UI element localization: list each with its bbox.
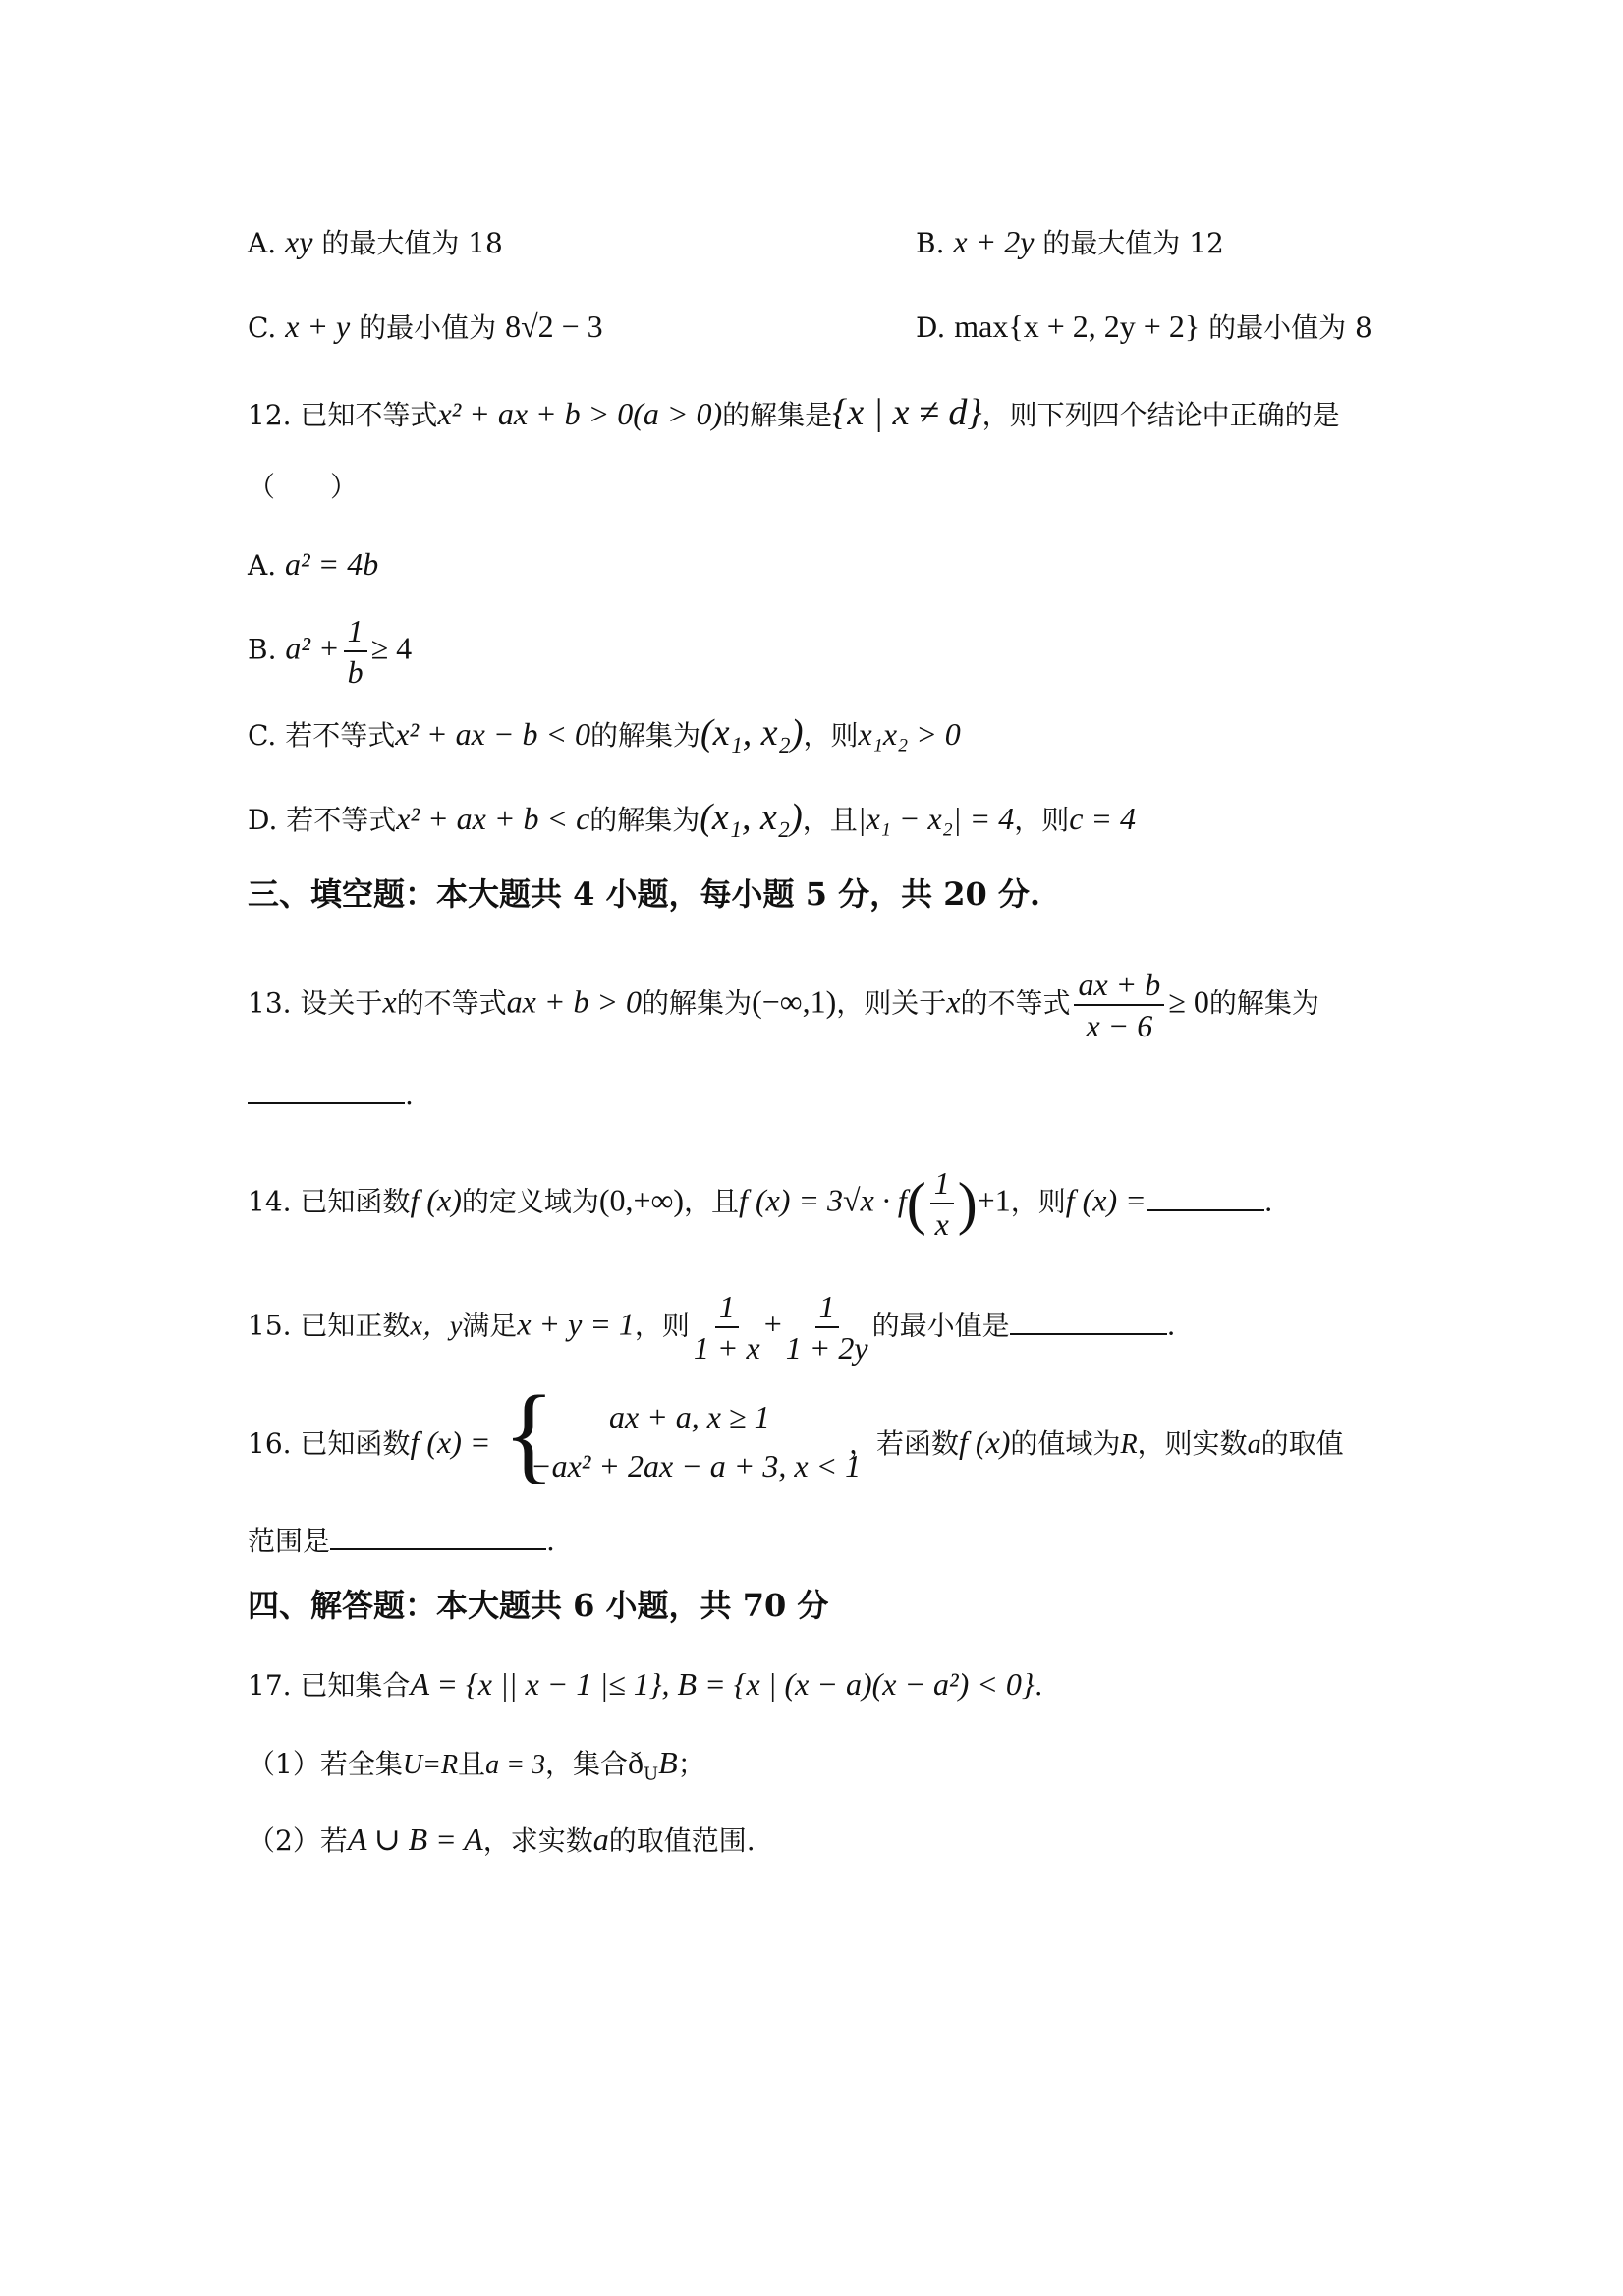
- q12-answer-paren: （ ）: [248, 471, 359, 503]
- q12-option-c: C. 若不等式x² + ax − b < 0的解集为(x₁, x₂)，则x₁x₂ > 0: [248, 712, 961, 754]
- piecewise-brace: {: [503, 1373, 555, 1493]
- q16-case-2: −ax² + 2ax − a + 3, x < 1: [531, 1448, 862, 1484]
- section-3-heading: 三、填空题：本大题共 4 小题，每小题 5 分，共 20 分.: [248, 875, 1041, 913]
- q16-answer-line: 范围是 .: [248, 1519, 555, 1563]
- q14-stem: 14. 已知函数f (x)的定义域为(0,+∞)，且f (x) = 3√x · f( $\frac{1}{x}$ )+1，则f (x) = .: [248, 1165, 1273, 1242]
- q17-stem: 17. 已知集合A = {x || x − 1 |≤ 1}, B = {x | (x − a)(x − a²) < 0}.: [248, 1666, 1043, 1702]
- q16-stem-b: ，若函数f (x)的值域为R，则实数a的取值: [849, 1425, 1344, 1460]
- q12-option-d: D. 若不等式x² + ax + b < c的解集为(x₁, x₂)，且|x₁ − x₂| = 4，则c = 4: [248, 797, 1137, 838]
- q11-option-c: C. x + y 的最小值为 8√2 − 3: [248, 308, 603, 344]
- section-4-heading: 四、解答题：本大题共 6 小题，共 70 分: [248, 1587, 829, 1624]
- q12-option-a: A. a² = 4b: [248, 546, 379, 582]
- fraction-ax-b-over-x-6: $\frac{ax + b}{x - 6}$: [1074, 965, 1164, 1045]
- q13-stem: 13. 设关于x的不等式ax + b > 0的解集为(−∞,1)，则关于x的不等式 $\frac{ax + b}{x - 6}$ ≥ 0的解集为: [248, 967, 1319, 1043]
- q15-stem: 15. 已知正数x，y满足x + y = 1，则 $\frac{1}{1 + x}$ + $\frac{1}{1 + 2y}$ 的最小值是 .: [248, 1289, 1176, 1366]
- q16-case-1: ax + a, x ≥ 1: [609, 1399, 770, 1434]
- q11-option-d: D. max{x + 2, 2y + 2} 的最小值为 8: [916, 308, 1372, 344]
- fraction-1-over-1-plus-x: $\frac{1}{1 + x}$: [693, 1289, 760, 1366]
- q13-answer-blank: .: [248, 1073, 414, 1117]
- q16-stem-a: 16. 已知函数f (x) =: [248, 1425, 491, 1460]
- q17-part-2: （2）若A ∪ B = A，求实数a的取值范围.: [248, 1821, 756, 1857]
- fraction-1-over-b: $\frac{1}{b}$: [344, 611, 367, 692]
- q17-part-1: （1）若全集U=R且a = 3，集合$ð_UB$；: [248, 1745, 705, 1785]
- fraction-1-over-x: $\frac{1}{x}$: [930, 1163, 954, 1244]
- q11-option-b: B. x + 2y 的最大值为 12: [916, 224, 1224, 259]
- q12-option-b: B. a² + $\frac{1}{b}$ ≥ 4: [248, 613, 413, 690]
- q11-option-a: A. xy 的最大值为 18: [248, 224, 503, 259]
- fraction-1-over-1-plus-2y: $\frac{1}{1 + 2y}$: [785, 1289, 868, 1366]
- q12-stem: 12. 已知不等式x² + ax + b > 0(a > 0)的解集是{x | x ≠ d}，则下列四个结论中正确的是: [248, 392, 1340, 433]
